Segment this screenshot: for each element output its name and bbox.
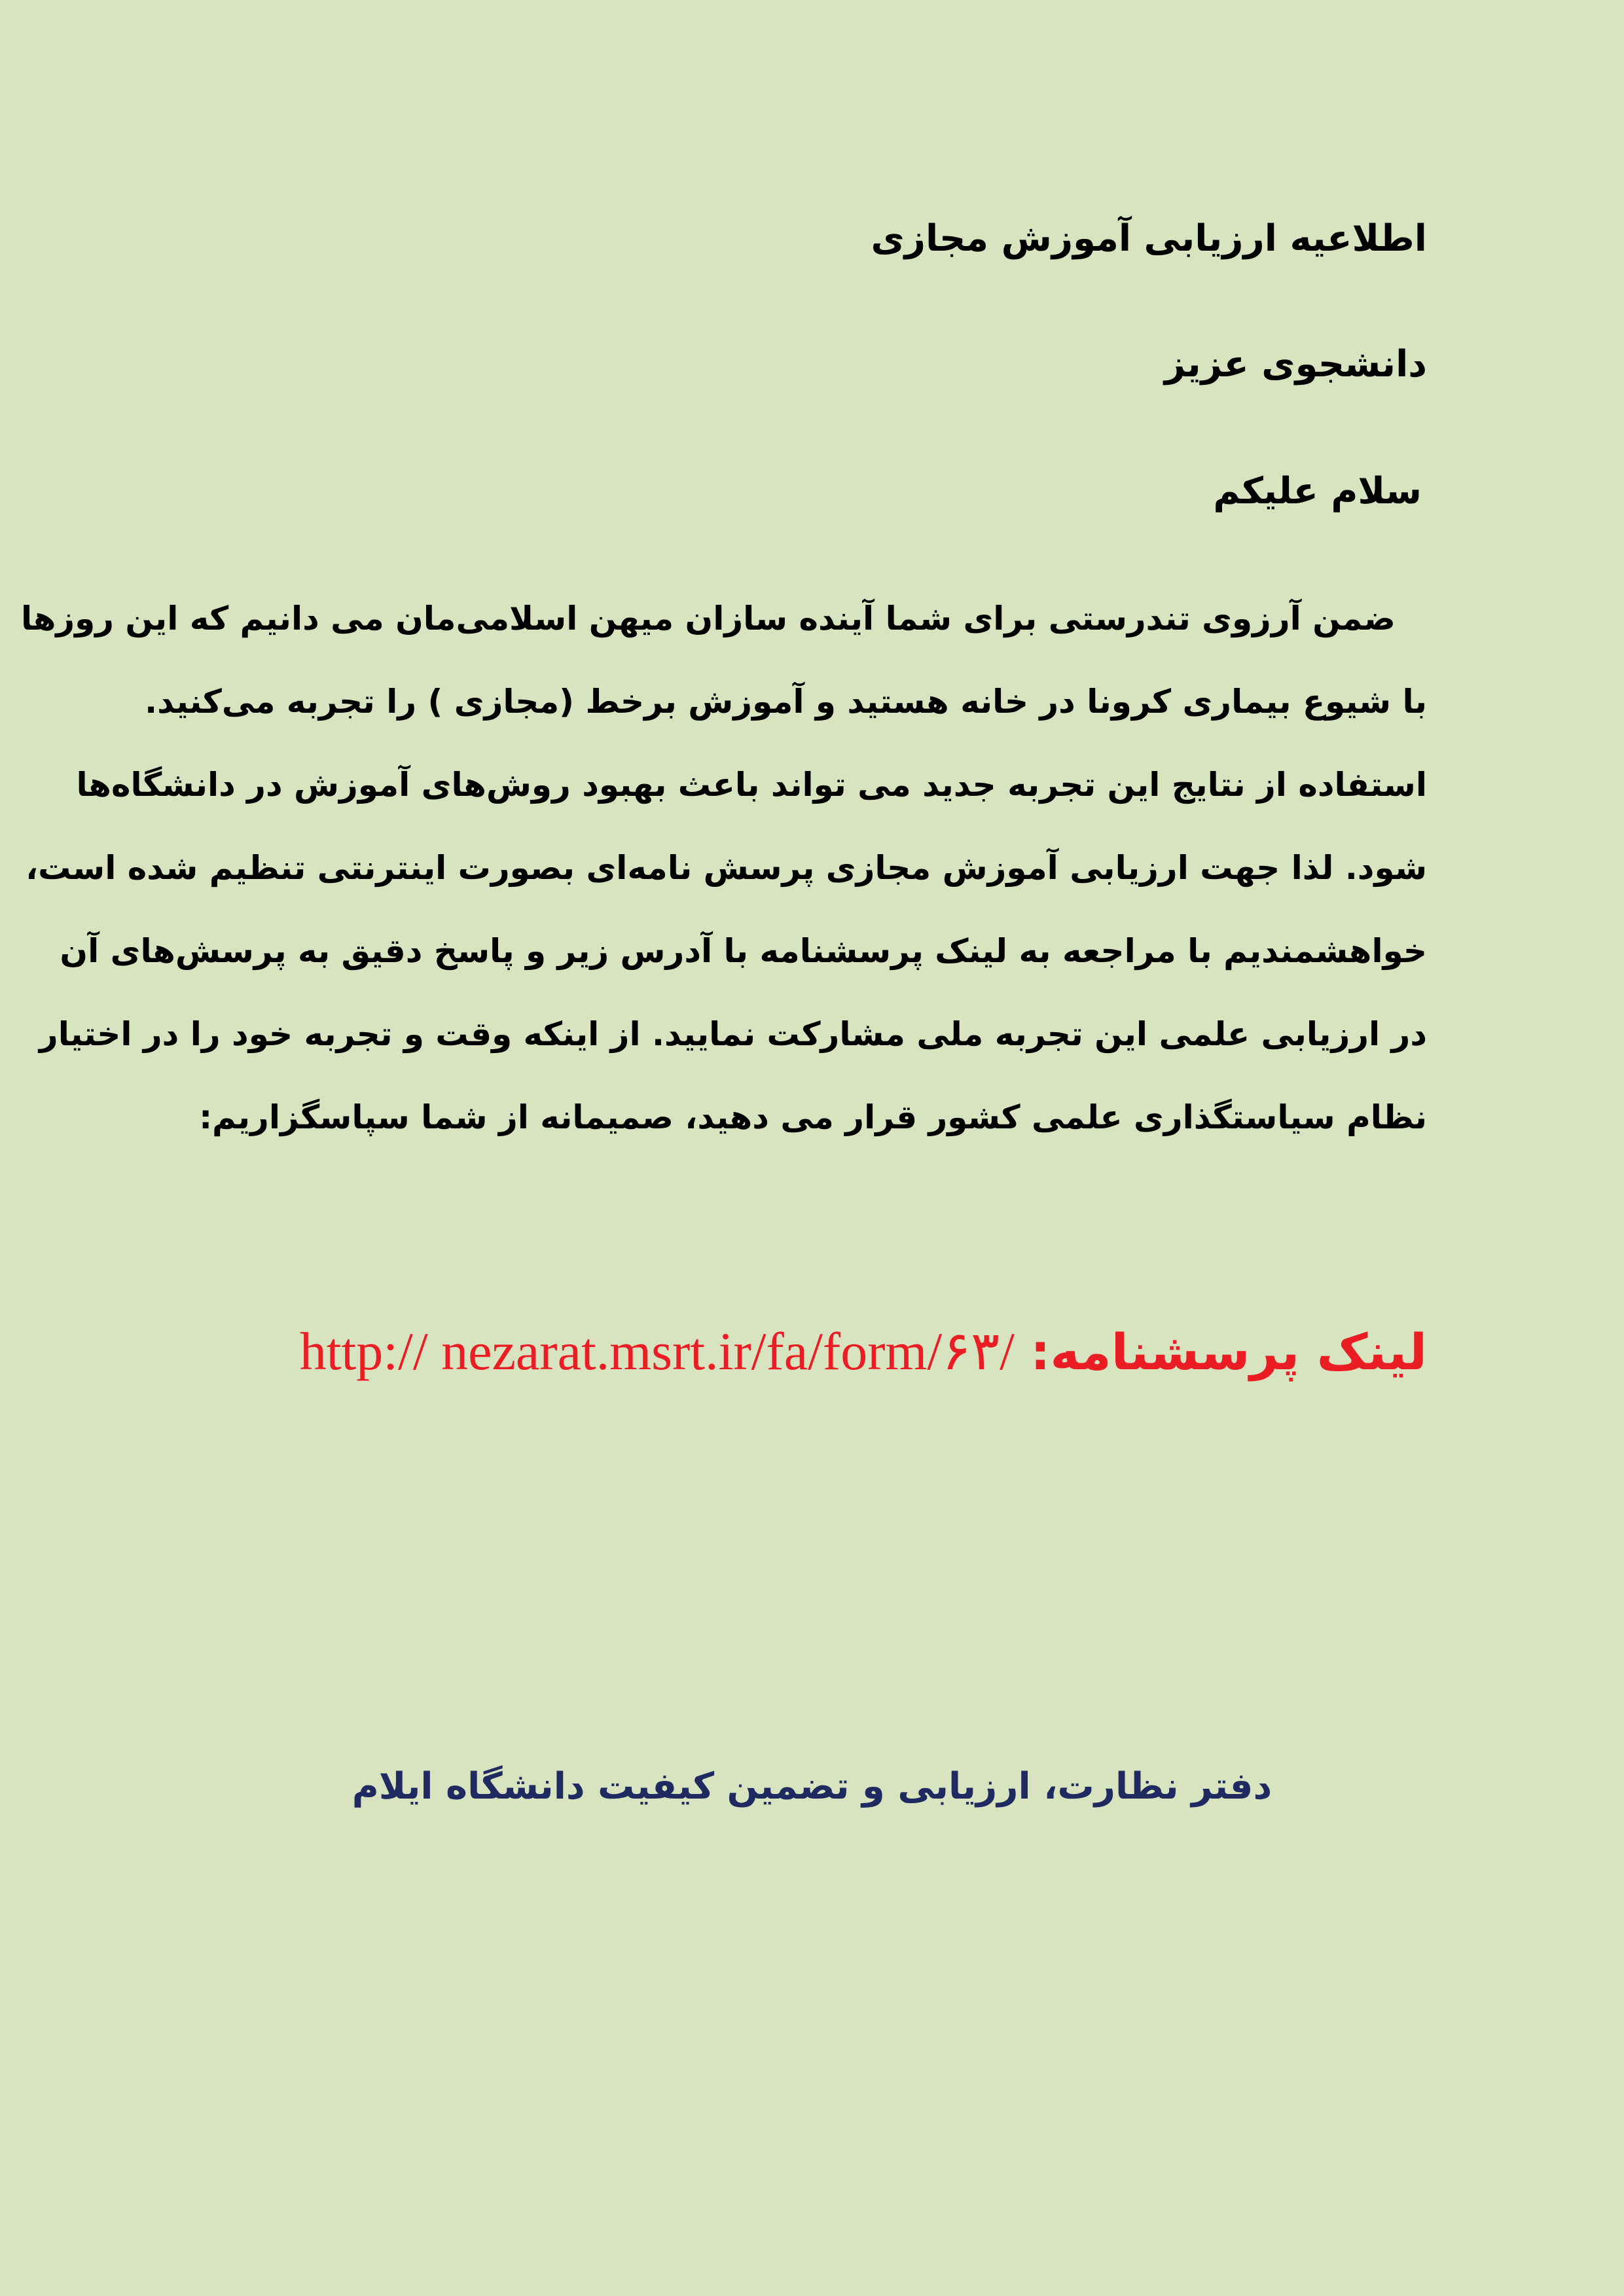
body-line: با شیوع بیماری کرونا در خانه هستید و آموزش برخط (مجازی ) را تجربه می‌کنید. [145,683,1427,721]
greeting-dear-student: دانشجوی عزیز [1164,343,1427,386]
body-line: ضمن آرزوی تندرستی برای شما آینده سازان میهن اسلامی‌مان می دانیم که این روزها [20,600,1396,637]
body-line: نظام سیاستگذاری علمی کشور قرار می دهید، صمیمانه از شما سپاسگزاریم: [199,1098,1427,1136]
body-line: استفاده از نتایج این تجربه جدید می تواند باعث بهبود روش‌های آموزش در دانشگاه‌ها [76,766,1427,804]
document-page [20,0,1427,2296]
footer-office-name: دفتر نظارت، ارزیابی و تضمین کیفیت دانشگاه ایلام [352,1765,1272,1808]
notice-body [20,577,1427,1159]
notice-title: اطلاعیه ارزیابی آموزش مجازی [871,217,1427,260]
body-line: در ارزیابی علمی این تجربه ملی مشارکت نمایید. از اینکه وقت و تجربه خود را در اختیار [39,1015,1427,1053]
greeting-salam: سلام علیکم [1213,470,1422,512]
questionnaire-link-label: لینک پرسشنامه: [1030,1323,1427,1381]
body-line: شود. لذا جهت ارزیابی آموزش مجازی پرسش نامه‌ای بصورت اینترنتی تنظیم شده است، [26,849,1427,887]
questionnaire-link-row [196,1316,1427,1388]
body-line: خواهشمندیم با مراجعه به لینک پرسشنامه با آدرس زیر و پاسخ دقیق به پرسش‌های آن [60,932,1427,970]
questionnaire-link-url[interactable]: http:// nezarat.msrt.ir/fa/form/۶۳/ [299,1321,1015,1381]
